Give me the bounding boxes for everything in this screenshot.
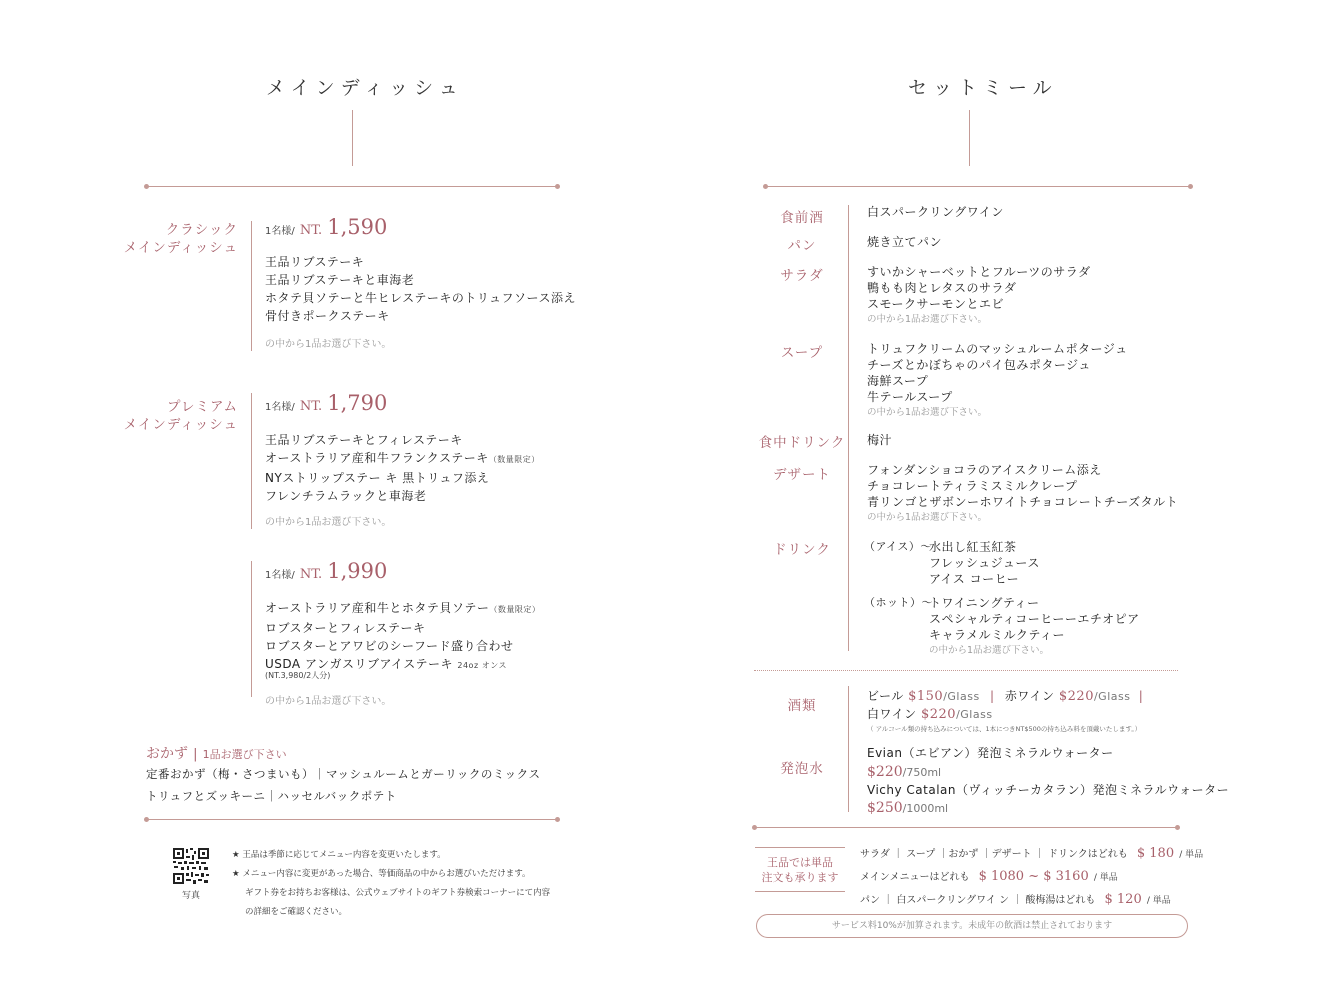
title-divider [969,110,970,166]
limited-tag: （数量限定） [489,605,541,614]
beer-unit: /Glass [943,690,980,703]
shared-price-note: (NT.3,980/2人分) [265,671,331,680]
premium-note-1: の中から1品お選び下さい。 [265,517,392,528]
okazu-line-1: 定番おかず（梅・さつまいも）｜マッシュルームとガーリックのミックス [146,767,541,781]
dotted-divider [754,670,1178,671]
drink-note: の中から1品お選び下さい。 [929,645,1050,656]
per-person-label: 1名様/ [265,402,295,413]
list-item: USDA アンガスリブアイステーキ 24oz オンス [265,657,507,671]
limited-tag: （数量限定） [488,455,540,464]
size-tag: 24oz オンス [457,661,507,670]
premium-category [124,398,238,434]
list-item: トワイニングティー [929,596,1040,610]
list-item: 海鮮スープ [867,374,929,388]
evian-price: $220 [867,764,903,780]
list-item: フレンチラムラックと車海老 [265,489,427,503]
list-item: ロブスターとアワビのシーフード盛り合わせ [265,639,514,653]
vichy-price: $250 [867,800,903,816]
separator: | [990,689,995,703]
okazu-choose: 1品お選び下さい [202,748,287,761]
list-item: すいかシャーベットとフルーツのサラダ [867,265,1091,279]
red-wine-price: $220 [1058,689,1094,704]
okazu-sep: | [193,747,198,762]
title-divider [352,110,353,166]
set-meal-title: セットミール [908,77,1058,99]
evian-unit: /750ml [902,766,942,779]
vichy-label: Vichy Catalan（ヴィッチーカタラン）発泡ミネラルウォーター [867,783,1230,797]
premium-price-1 [265,391,387,415]
classic-category [124,221,238,257]
vichy-price-row [867,797,948,816]
list-item: チョコレートティラミスミルクレープ [867,479,1078,493]
classic-divider [251,221,252,351]
premium-divider-1 [251,393,252,529]
dessert-note: の中から1品お選び下さい。 [867,512,988,523]
classic-note: の中から1品お選び下さい。 [265,339,392,350]
section-rule [146,819,558,820]
list-item: チーズとかぼちゃのパイ包みポタージュ [867,358,1091,372]
alacarte-label-2: 注文も承ります [761,871,839,884]
service-charge-note: サービス料10%が加算されます。未成年の飲酒は禁止されております [756,914,1188,938]
evian-label: Evian（エビアン）発泡ミネラルウォーター [867,746,1114,760]
section-rule [765,186,1191,187]
salad-note: の中から1品お選び下さい。 [867,314,988,325]
white-wine-unit: /Glass [956,708,993,721]
classic-items [265,253,576,325]
bread-item: 焼き立てパン [867,235,943,249]
list-item: 王品リブステーキ [265,255,365,269]
per-person-label: 1名様/ [265,226,295,237]
okazu-header [146,743,287,763]
list-item: 骨付きポークステーキ [265,309,390,323]
list-item: 青リンゴとザボンーホワイトチョコレートチーズタルト [867,495,1179,509]
premium-items-2 [265,599,540,675]
list-item: アイス コーヒー [929,572,1020,586]
red-wine-unit: /Glass [1093,690,1131,703]
list-item: 水出し紅玉紅茶 [929,540,1017,554]
classic-cat-line1: クラシック [165,222,238,238]
list-item: トリュフクリームのマッシュルームポタージュ [867,342,1128,356]
soup-items [867,341,1128,420]
meal-drink-item: 梅汁 [867,433,893,447]
list-item: 牛テールスープ [867,390,953,404]
list-item: スモークサーモンとエビ [867,297,1005,311]
alacarte-label-1: 王品では単品 [767,856,833,869]
qr-caption: 写真 [182,891,201,901]
soup-note: の中から1品お選び下さい。 [867,407,988,418]
currency-label: NT. [299,399,323,414]
list-item: キャラメルミルクティー [929,628,1065,642]
list-item: オーストラリア産和牛フランクステーキ（数量限定） [265,451,540,465]
price-value: 1,790 [327,391,388,415]
section-rule [754,827,1178,828]
qr-code-icon[interactable] [172,847,210,885]
section-rule [146,186,558,187]
alcohol-category: 酒類 [787,698,817,714]
course-cat-aperitif: 食前酒 [780,210,824,226]
list-item: オーストラリア産和牛とホタテ貝ソテー（数量限定） [265,601,541,615]
main-dish-title: メインディッシュ [266,77,464,99]
alacarte-row: メインメニューはどれも $ 1080 ~ $ 3160 / 単品 [860,869,1118,884]
currency-label: NT. [299,223,323,238]
list-item: 王品リブステーキと車海老 [265,273,415,287]
hot-label: （ホット）～ [864,596,933,609]
price-value: 1,990 [327,559,388,583]
aperitif-item: 白スパークリングワイン [867,205,1004,219]
ice-label: （アイス）～ [864,540,932,553]
dessert-items [867,462,1178,525]
footer-notes [232,846,550,922]
premium-price-2 [265,559,387,583]
premium-items-1 [265,431,540,505]
alacarte-row: パン ｜ 白スパークリングワイ ン ｜ 酸梅湯はどれも $ 120 / 単品 [860,892,1171,907]
beverage-divider [848,686,849,812]
list-item: スペシャルティコーヒーーエチオピア [929,612,1140,626]
salad-items [867,264,1091,327]
classic-price [265,215,387,239]
list-item: 鴨もも肉とレタスのサラダ [867,281,1017,295]
white-wine-label: 白ワイン [867,707,917,721]
list-item: ホタテ貝ソテーと牛ヒレステーキのトリュフソース添え [265,291,576,305]
list-item: ロブスターとフィレステーキ [265,621,426,635]
water-category: 発泡水 [780,761,824,777]
red-wine-label: 赤ワイン [1004,689,1055,703]
premium-divider-2 [251,561,252,697]
okazu-line-2: トリュフとズッキーニ｜ハッセルバックポテト [146,789,397,803]
course-cat-dessert: デザート [773,467,831,483]
course-cat-meal-drink: 食中ドリンク [758,435,846,451]
course-divider [848,205,849,651]
ice-items [929,539,1040,587]
corkage-note: （ アルコール類の持ち込みについては、1本につきNT$500の持ち込み料を頂戴いたします。） [867,725,1142,733]
price-value: 1,590 [327,215,388,239]
premium-cat-line2: メインディッシュ [123,417,238,433]
course-cat-bread: パン [787,238,817,254]
list-item: フォンダンショコラのアイスクリーム添え [867,463,1102,477]
vichy-unit: /1000ml [902,802,949,815]
list-item: フレッシュジュース [929,556,1040,570]
evian-price-row [867,761,941,780]
footer-note: ★ 王品は季節に応じてメニュー内容を変更いたします。 [232,850,446,860]
course-cat-soup: スープ [780,345,824,361]
per-person-label: 1名様/ [265,570,295,581]
classic-cat-line2: メインディッシュ [123,240,238,256]
alacarte-row: サラダ ｜ スープ ｜おかず ｜デザート ｜ ドリンクはどれも $ 180 / 単品 [860,846,1204,861]
white-wine-price: $220 [920,707,957,722]
course-cat-drink: ドリンク [773,542,831,558]
hot-items [929,595,1140,658]
premium-note-2: の中から1品お選び下さい。 [265,696,392,707]
alcohol-row-1 [867,687,1147,706]
alacarte-label-box [755,847,845,892]
beer-price: $150 [908,689,944,704]
footer-note: ギフト券をお持ちお客様は、公式ウェブサイトのギフト券検索コーナーにて内容 [245,888,551,898]
okazu-title: おかず [146,746,188,762]
footer-note: の詳細をご確認ください。 [245,907,348,917]
alcohol-row-2 [867,705,993,724]
course-cat-salad: サラダ [780,268,824,284]
beer-label: ビール [867,689,904,703]
currency-label: NT. [299,567,323,582]
premium-cat-line1: プレミアム [166,399,238,415]
separator: | [1138,689,1144,703]
list-item: NYストリップステー キ 黒トリュフ添え [265,471,490,485]
footer-note: ★ メニュー内容に変更があった場合、等価商品の中からお選びいただけます。 [232,869,531,879]
alacarte-rows [860,842,1203,911]
list-item: 王品リブステーキとフィレステーキ [265,433,463,447]
